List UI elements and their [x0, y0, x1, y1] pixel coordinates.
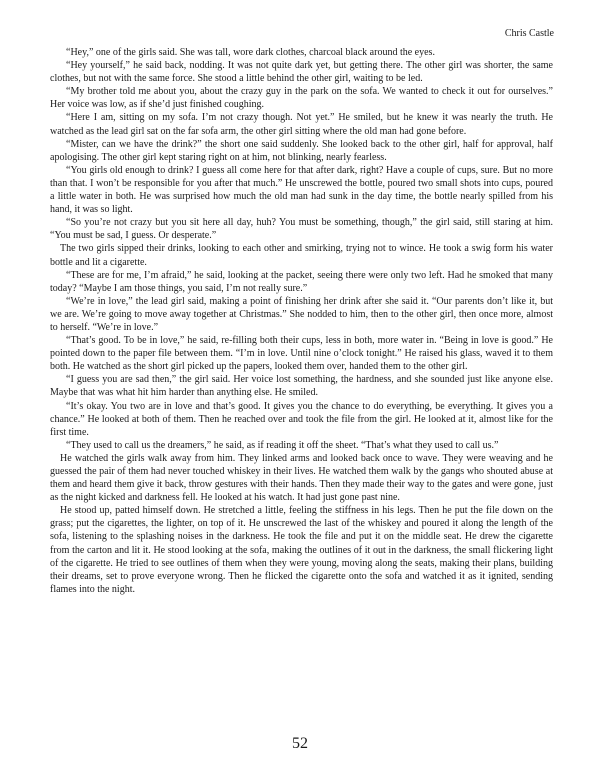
paragraph: “Hey yourself,” he said back, nodding. It was not quite dark yet, but getting there. The other girl was shorter, the same clothes, but not with the same force. She stood a little behind the other girl, waiting to be led.: [50, 60, 553, 85]
paragraph: He stood up, patted himself down. He stretched a little, feeling the stiffness in his legs. Then he put the file down on the grass; put the cigarettes, the lighter, on top of it. He unscrewed the last of the whiskey and poured it along the length of the sofa, listening to the splashing noises in the darkness. He took the file and put it on the middle seat. He drew the cigarette from the carton and lit it. He stood looking at the sofa, making the outlines of it out in the darkness, the small flickering light of the cigarette. He tried to see outlines of them when they were young, moving along the seats, making their plans, building their dreams, set to prove everyone wrong. Then he flicked the cigarette onto the sofa and watched it as it ignited, sending flames into the night.: [50, 505, 553, 595]
paragraph: “These are for me, I’m afraid,” he said, looking at the packet, seeing there were only two left. Had he smoked that many today? “Maybe I am those things, you said, I’m not really sure.”: [50, 269, 553, 294]
paragraph: “So you’re not crazy but you sit here all day, huh? You must be something, though,” the girl said, still staring at him. “You must be sad, I guess. Or desperate.”: [50, 217, 553, 242]
paragraph: He watched the girls walk away from him. They linked arms and looked back once to wave. They were weaving and he guessed the pair of them had never touched whiskey in their lives. He watched them walk by the gangs who shouted abuse at them and heard them give it back, throw gestures with their hands. Then they made their way to the gates and were gone, just as the night kicked and darkness fell. He looked at his watch. It had just gone past nine.: [50, 452, 553, 504]
paragraph: “We’re in love,” the lead girl said, making a point of finishing her drink after she said it. “Our parents don’t like it, but we are. We’re going to move away together at Christmas.” She nodded to him, then to the other girl, then once more, almost to herself. “We’re in love.”: [50, 295, 553, 333]
paragraph: “You girls old enough to drink? I guess all come here for that after dark, right? Have a couple of cups, sure. But no more than that. I won’t be responsible for you after that much.” He unscrewed the bottle, poured two small shots into cups, poured a little water in both. He was surprised how much the old man had sunk in the day time, the bottle nearly spilled from his hand, it was so light.: [50, 164, 553, 216]
paragraph: “They used to call us the dreamers,” he said, as if reading it off the sheet. “That’s what they used to call us.”: [66, 439, 499, 451]
running-header-author: Chris Castle: [504, 28, 554, 39]
paragraph: “That’s good. To be in love,” he said, re-filling both their cups, less in both, more water in. “Being in love is good.” He pointed down to the paper file between them. “I’m in love. Until nine o’clock tonight.” He raised his glass, waved it to them both. He watched as the short girl picked up the papers, looked them over, handed them to the other girl.: [50, 335, 553, 373]
paragraph: “It’s okay. You two are in love and that’s good. It gives you the chance to do everything, be everything. It gives you a chance.” He looked at both of them. Then he reached over and took the file from the girl. He looked at it, almost like for the first time.: [50, 400, 553, 438]
body-text: [50, 46, 553, 596]
paragraph: “I guess you are sad then,” the girl said. Her voice lost something, the hardness, and she sounded just like anyone else. Maybe that was what hit him harder than anything else. He smiled.: [50, 374, 553, 399]
paragraph: “Here I am, sitting on my sofa. I’m not crazy though. Not yet.” He smiled, but he knew it was nearly the truth. He watched as the lead girl sat on the far sofa arm, the other girl sitting where the old man had gone before.: [50, 112, 553, 137]
paragraph: The two girls sipped their drinks, looking to each other and smirking, trying not to wince. He took a swig form his water bottle and lit a cigarette.: [50, 243, 553, 268]
paragraph: “Mister, can we have the drink?” the short one said suddenly. She looked back to the other girl, half for approval, half apologising. The other girl kept staring right on at him, not blinking, nearly fearless.: [50, 138, 553, 163]
paragraph: “Hey,” one of the girls said. She was tall, wore dark clothes, charcoal black around the eyes.: [66, 47, 435, 58]
paragraph: “My brother told me about you, about the crazy guy in the park on the sofa. We wanted to check it out for ourselves.” Her voice was low, as if she’d just finished coughing.: [50, 86, 553, 111]
page-number: 52: [292, 735, 308, 752]
